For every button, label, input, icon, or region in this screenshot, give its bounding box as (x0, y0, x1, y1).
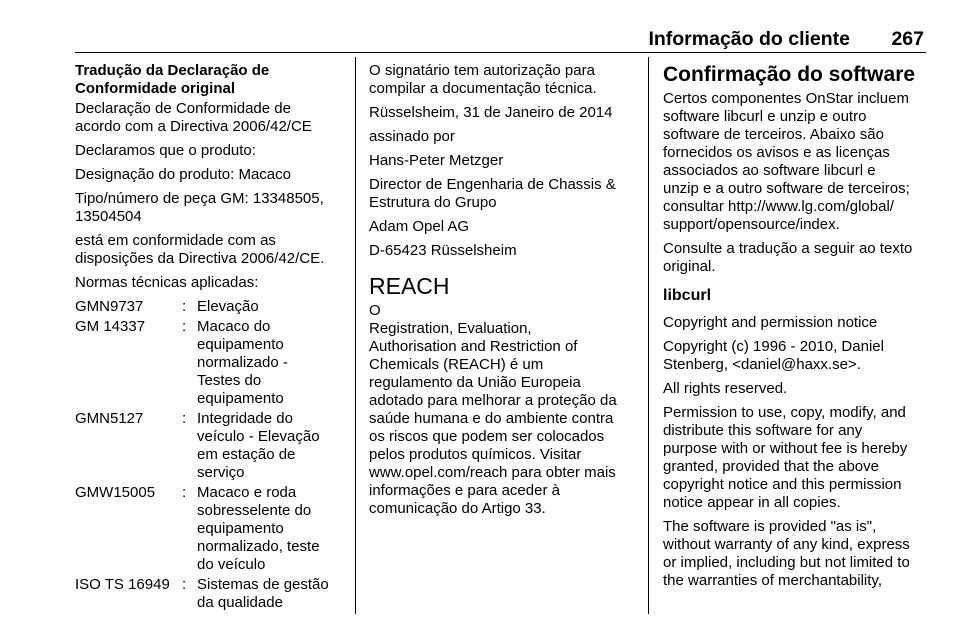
declaration-directive: Declaração de Conformidade de acordo com a Directiva 2006/42/CE (75, 100, 312, 135)
standards-label: Normas técnicas aplicadas: (75, 274, 259, 291)
section-title: Informação do cliente (648, 28, 850, 50)
column-divider-2 (648, 57, 649, 614)
warranty-text: The software is provided "as is", without warranty of any kind, express or implied, including but not limited to the warranties of merchantability, (663, 518, 910, 589)
translation-note: Consulte a tradução a seguir ao texto original. (663, 240, 913, 275)
standard-code: GMW15005 (75, 484, 156, 501)
standard-separator: : (182, 484, 187, 501)
product-designation: Designação do produto: Macaco (75, 166, 291, 183)
column-middle (369, 62, 635, 524)
standard-separator: : (182, 318, 187, 335)
page-number: 267 (891, 28, 924, 50)
declaration-heading: Tradução da Declaração de Conformidade original (75, 62, 270, 97)
column-divider-1 (355, 57, 356, 614)
standard-description: Sistemas de gestão da qualidade (197, 576, 329, 611)
reach-heading: REACH (369, 273, 450, 299)
permission-text: Permission to use, copy, modify, and distribute this software for any purpose with or without fee is hereby granted, provided that the above copyright notice and this permission notice appear in all copies. (663, 404, 908, 511)
signatory-name: Hans-Peter Metzger (369, 152, 504, 169)
standard-code: GM 14337 (75, 318, 146, 335)
standard-description: Macaco e roda sobresselente do equipamento normalizado, teste do veículo (197, 484, 320, 573)
standards-table (75, 298, 347, 614)
signature-date: Rüsselsheim, 31 de Janeiro de 2014 (369, 104, 613, 121)
standard-separator: : (182, 298, 187, 315)
rights-reserved: All rights reserved. (663, 380, 788, 397)
part-number: Tipo/número de peça GM: 13348505, 13504504 (75, 190, 324, 225)
software-heading: Confirmação do software (663, 63, 916, 86)
header-rule (75, 52, 926, 53)
standard-description: Integridade do veículo - Elevação em estação de serviço (197, 410, 320, 481)
signatory-title: Director de Engenharia de Chassis & Estrutura do Grupo (369, 176, 616, 211)
page-header (75, 28, 926, 54)
libcurl-heading: libcurl (663, 287, 712, 304)
company-address: D-65423 Rüsselsheim (369, 242, 517, 259)
reach-body: O Registration, Evaluation, Authorisation and Restriction of Chemicals (REACH) é um regulamento da União Europeia adotado para melhorar a proteção da saúde humana e do ambiente contra os riscos que podem ser colocados pelos produtos químicos. Visitar www.opel.com/reach para obter mais informações e para aceder à comunicação do Artigo 33. (369, 302, 617, 517)
standards-row (75, 298, 347, 318)
standard-description: Elevação (197, 298, 259, 315)
column-right (663, 62, 928, 596)
column-left (75, 62, 347, 614)
declaration-statement: Declaramos que o produto: (75, 142, 256, 159)
conformity-statement: está em conformidade com as disposições da Directiva 2006/42/CE. (75, 232, 325, 267)
software-intro: Certos componentes OnStar incluem software libcurl e unzip e outro software de terceiros. Abaixo são fornecidos os avisos e as licenças associados ao software libcurl e unzip e a outro software de terceiros; consultar http://www.lg.com/global/ support/opensource/index. (663, 90, 910, 233)
standards-row (75, 576, 347, 614)
standards-row (75, 410, 347, 484)
standard-separator: : (182, 576, 187, 593)
signatory-authority: O signatário tem autorização para compilar a documentação técnica. (369, 62, 597, 97)
company-name: Adam Opel AG (369, 218, 470, 235)
signed-by-label: assinado por (369, 128, 455, 145)
standard-code: ISO TS 16949 (75, 576, 170, 593)
copyright-title: Copyright and permission notice (663, 314, 878, 331)
copyright-line: Copyright (c) 1996 - 2010, Daniel Stenberg, <daniel@haxx.se>. (663, 338, 884, 373)
standard-description: Macaco do equipamento normalizado - Testes do equipamento (197, 318, 288, 407)
standards-row (75, 484, 347, 576)
standards-row (75, 318, 347, 410)
standard-code: GMN5127 (75, 410, 144, 427)
standard-separator: : (182, 410, 187, 427)
standard-code: GMN9737 (75, 298, 144, 315)
